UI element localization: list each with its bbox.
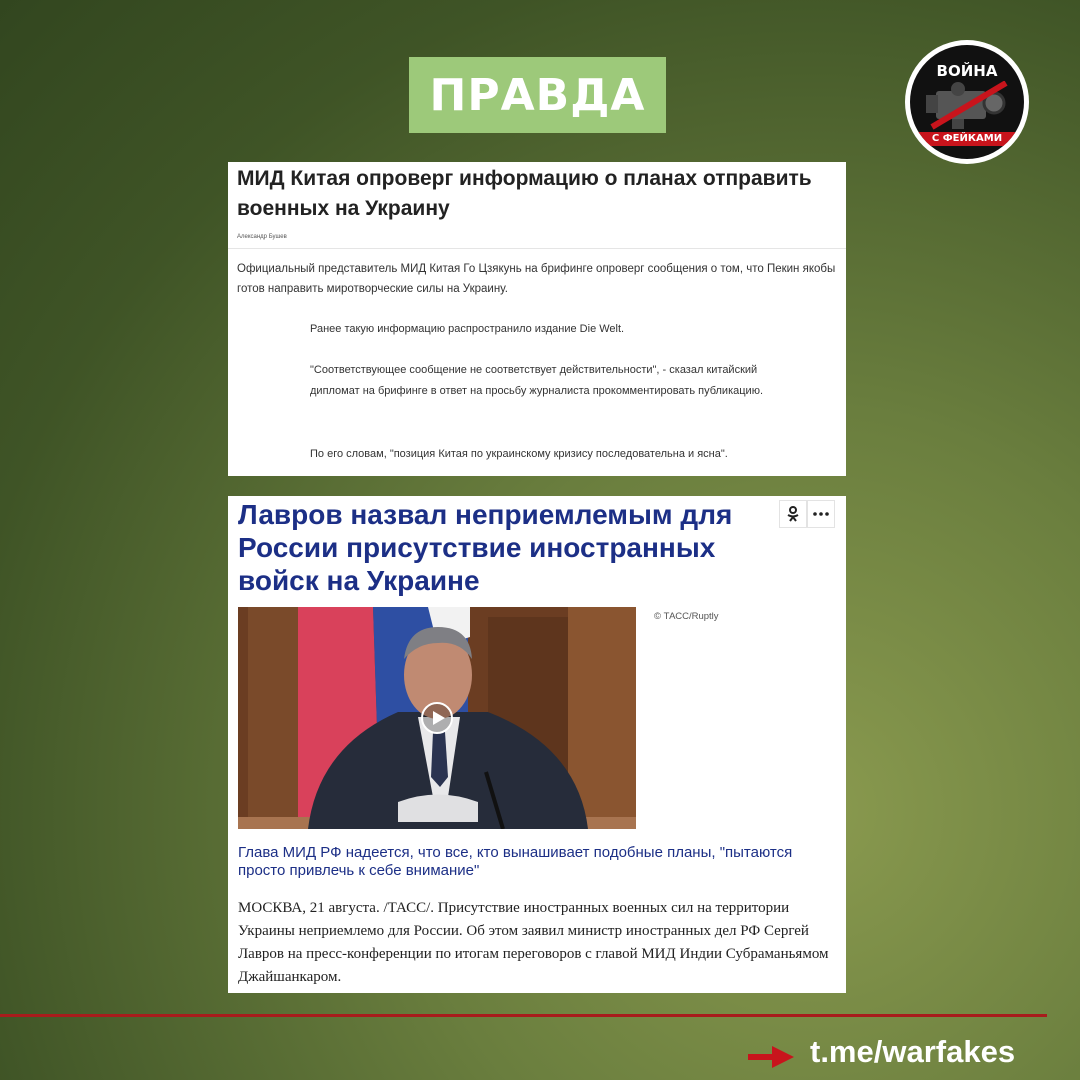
article-paragraph: "Соответствующее сообщение не соответствует действительности", - сказал китайский дипломат на брифинге в ответ на просьбу журналиста прокомментировать публикацию. — [310, 364, 763, 397]
camera-icon — [922, 81, 1012, 131]
article-lead: Официальный представитель МИД Китая Го Цзякунь на брифинге опроверг сообщения о том, что Пекин якобы готов направить миротворческие силы на Украину. — [237, 263, 836, 295]
red-divider-line — [0, 1014, 1047, 1017]
article-body: МОСКВА, 21 августа. /ТАСС/. Присутствие иностранных военных сил на территории Украины неприемлемо для России. Об этом заявил министр иностранных дел РФ Сергей Лавров на пресс-конференции по итогам переговоров с главой МИД Индии Субраманьямом Джайшанкаром. — [238, 900, 829, 985]
logo-inner — [910, 45, 1024, 159]
article-card-china — [228, 162, 846, 476]
more-icon[interactable] — [807, 500, 835, 528]
article-subtitle: Глава МИД РФ надеется, что все, кто вынашивает подобные планы, "пытаются просто привлечь к себе внимание" — [238, 844, 793, 879]
play-icon[interactable] — [420, 701, 454, 735]
telegram-link[interactable]: t.me/warfakes — [810, 1034, 1016, 1069]
ok-icon — [787, 506, 799, 522]
article-paragraph: По его словам, "позиция Китая по украинскому кризису последовательна и ясна". — [310, 448, 728, 460]
ok-share-icon[interactable] — [779, 500, 807, 528]
pravda-badge — [409, 57, 666, 133]
video-thumbnail[interactable] — [238, 607, 636, 829]
article-author[interactable]: Александр Бушев — [237, 234, 287, 240]
dots-icon — [813, 512, 829, 516]
divider — [228, 248, 846, 249]
article-paragraph: Ранее такую информацию распространило издание Die Welt. — [310, 323, 625, 335]
article-title: МИД Китая опроверг информацию о планах отправить военных на Украину — [237, 167, 812, 220]
logo-bottom-text: С ФЕЙКАМИ — [910, 132, 1024, 146]
arrow-right-icon — [748, 1046, 794, 1068]
article-card-lavrov — [228, 496, 846, 993]
logo — [905, 40, 1029, 164]
photo-credit: © ТАСС/Ruptly — [654, 611, 719, 622]
logo-top-text: ВОЙНА — [936, 62, 998, 80]
article-title: Лавров назвал неприемлемым для России присутствие иностранных войск на Украине — [238, 499, 733, 596]
badge-label: ПРАВДА — [429, 69, 646, 121]
